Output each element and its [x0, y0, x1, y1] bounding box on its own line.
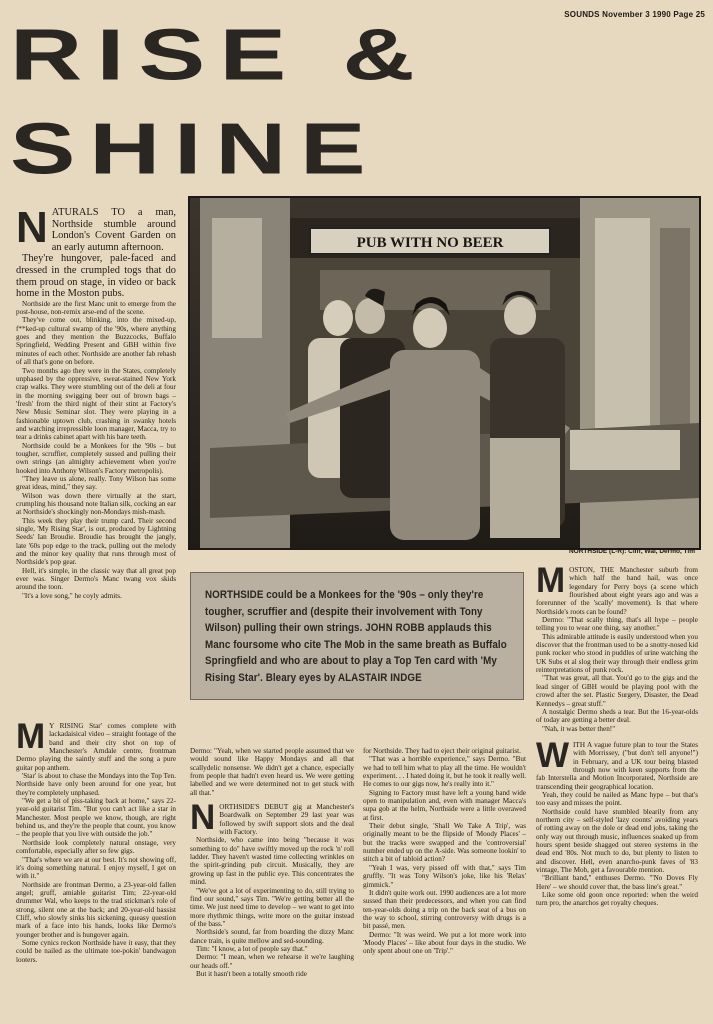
paragraph: 'Star' is about to chase the Mondays into the Top Ten. Northside have only been around for one year, but they're completely unphased.	[16, 772, 176, 797]
lead-paragraph: They're hungover, pale-faced and dressed in the crumpled togs that do them proud on stage, in video or back home in the Moston pubs.	[16, 253, 176, 300]
paragraph: Northside are frontman Dermo, a 23-year-old fallen angel; gruff, amiable guitarist Tim; 22-year-old drummer Wal, who keeps to the trad stickman's role of strong, silent one at the back; and 20-year-old bassist Cliff, who slowly sinks his sickening, queasy question mark of a face into his hands, looks like Dermo's younger brother and is hungover again.	[16, 880, 176, 939]
paragraph: "That's where we are at our best. It's not showing off, it's doing something natural. I enjoy myself, I get on with it."	[16, 855, 176, 881]
paragraph: "Yeah I was, very pissed off with that," says Tim gruffly. "It was Tony Wilson's joke, like his 'Relax' gimmick."	[363, 863, 526, 889]
dropcap: N	[16, 207, 48, 252]
headline-line-2: SHINE	[10, 107, 380, 189]
paragraph: "That was great, all that. You'd go to the gigs and the lead singer of GBH would be playing pool with the crowd after the set. Plastic Surgery, Disaster, the Dead Kennedys – great stuff."	[536, 674, 698, 708]
column-2	[190, 747, 354, 1019]
paragraph: for Northside. They had to eject their original guitarist.	[363, 747, 521, 755]
paragraph: A nostalgic Dermo sheds a tear. But the 16-year-olds of today are getting a better deal.	[536, 707, 698, 725]
column-1-lower	[16, 722, 176, 1018]
paragraph: Y RISING Star' comes complete with lackadaisical video – straight footage of the band and their city shot on top of Manchester's Arndale centre, frontman Dermo playing the saintly stuff and the song a pure guitar pop anthem.	[16, 722, 176, 772]
paragraph: ITH A vague future plan to tour the States with Morrissey, ("but don't tell anyone!") in February, and a UK tour being blasted through now with keen supports from the fab Interstella and Motion Incorporated, Northside are transcending their geographical location.	[536, 740, 698, 791]
paragraph: Signing to Factory must have left a young band wide open to manipulation and, even with manager Macca's supa gob at the helm, Northside were a little overawed at first.	[363, 788, 526, 822]
lead-paragraph: ATURALS TO a man, Northside stumble around London's Covent Garden on an early autumn afternoon.	[51, 207, 176, 253]
paragraph: Like some old goon once reported: when the weird turn pro, the anarchos get royalty cheques.	[536, 891, 698, 908]
paragraph: "We get a bit of piss-taking back at home," says 22-year-old guitarist Tim. "But you can't act like a star in Manchester. Most people we know, though, are right behind us, and they're the people that count, you know – the people that you live with outside the job."	[16, 797, 176, 839]
page-header: SOUNDS November 3 1990 Page 25	[564, 10, 705, 19]
paragraph: Northside are the first Manc unit to emerge from the post-house, non-remix arse-end of the scene.	[16, 299, 176, 317]
dropcap: W	[536, 735, 570, 775]
paragraph: Hell, it's simple, in the classic way that all great pop ever was. Singer Dermo's Manc twang vox skids around the toon.	[16, 566, 176, 592]
headline-line-1: RISE &	[10, 13, 429, 95]
paragraph: But it hasn't been a totally smooth ride	[196, 969, 307, 978]
paragraph: Tim: "I know, a lot of people say that."	[196, 944, 308, 953]
paragraph: This week they play their trump card. Their second single, 'My Rising Star', is out, produced by Lightning Seeds' Ian Broudie. Broudie has brought the jangly, late '60s pop edge to the track, pulling out the melody and the minor key quality that runs through most of Northside's pop gear.	[16, 516, 176, 567]
paragraph: "Brilliant band," enthuses Dermo. "'No Doves Fly Here' – we should cover that, the bass line's great."	[536, 874, 698, 891]
paragraph: "They leave us alone, really. Tony Wilson has some great ideas, mind," they say.	[16, 474, 176, 492]
paragraph: Two months ago they were in the States, completely unphased by the oppressive, sweat-stained New York crap walks. They were stumbling out of the deli at four in the morning swigging beer out of brown bags – 'fresh' from the third night of their stint at Factory's New Music Seminar slot. They were playing in a fashionable uptown club, crashing in swanky hotels and watching irrepressible loon manager, Macca, try to tear a drinks cabinet apart with his bare teeth.	[16, 366, 176, 442]
column-1	[16, 207, 176, 712]
paragraph: Northside could have stumbled blearily from any northern city – self-styled 'lazy coonts' avoiding years of rotting away on the dole or dead end jobs, taking the only way out through music, influences soaked up from hours spent beside shagged out stereo systems in the dead end '80s. Not much to do, but plenty to listen to and discover. Hell, even anarcho-punk faves of '83 vintage, The Mob, get a favourable mention.	[536, 807, 698, 875]
paragraph: "We've got a lot of experimenting to do, still trying to find our sound," says Tim. "We're getting better all the time. We just need time to develop – we want to get into more rhythmic things, write more on the guitar instead of the bass."	[190, 886, 354, 928]
photo-caption: NORTHSIDE (L-R): Cliff, Wal, Dermo, Tim	[568, 548, 695, 555]
column-3	[363, 747, 526, 1019]
paragraph: Wilson was down there virtually at the start, crumpling his thousand note Italian silk, cocking an ear at Northside's shockingly non-Mondays mish-mash.	[16, 491, 176, 517]
paragraph: ORTHSIDE'S DEBUT gig at Manchester's Boardwalk on September 29 last year was followed by swift support slots and the deal with Factory.	[219, 803, 354, 837]
paragraph: This admirable attitude is easily understood when you discover that the frontman used to be a snotty-nosed kid punk rocker who stood in puddles of urine watching the UK Subs et al slog their way through their endless grim reinterpretations of punk rock.	[536, 632, 698, 675]
paragraph: Their debut single, 'Shall We Take A Trip', was originally meant to be the flipside of 'Moody Places' – but the tracks were swapped and the 'controversial' number ended up on the A-side. Was someone lookin' to stitch a bit of tabloid action?	[363, 822, 526, 864]
paragraph: Dermo: "Yeah, when we started people assumed that we would sound like Happy Mondays and all that scallydelic nonsense. We didn't get a chance, especially from people that hadn't even heard us. We were getting labelled and we were determined not to get stuck with all that."	[190, 747, 354, 797]
paragraph: "That was a horrible experience," says Dermo. "But we had to tell him what to play all the time. He wouldn't experiment. . . I hated doing it, but he took it really well. He comes to our gigs now, he's really into it."	[363, 755, 526, 789]
paragraph: Dermo: "I mean, when we rehearse it we're laughing our heads off."	[190, 953, 354, 970]
paragraph: Northside's sound, far from boarding the dizzy Manc dance train, is quite mellow and sed-sounding.	[190, 928, 354, 945]
pub-sign-text: PUB WITH NO BEER	[356, 235, 504, 251]
standfirst-box	[190, 572, 524, 700]
band-photo	[188, 196, 701, 550]
paragraph: Northside, who came into being "because it was something to do" have swiftly moved up the rock 'n' roll ladder. They haven't wasted time collecting wrinkles on the spirit-grinding pub circuit. Musically, they are growing up fast in the public eye. This concentrates the mind.	[190, 836, 354, 887]
paragraph: They've come out, blinking, into the mixed-up, f**ked-up cultural swamp of the '90s, where anything goes and they mention the Buzzcocks, Buffalo Springfield, Wedding Present and GBH within five minutes of each other. Northside are another fab rehash of all that's gone on before.	[16, 316, 176, 367]
dropcap: M	[16, 722, 46, 756]
column-4	[536, 566, 698, 1018]
band-photo-illustration	[190, 198, 699, 548]
paragraph: Yeah, they could be nailed as Manc hype – but that's too easy and misses the point.	[536, 790, 698, 808]
dropcap: M	[536, 566, 566, 600]
paragraph: Dermo: "That scally thing, that's all hype – people telling you to wear one thing, say another."	[536, 616, 698, 633]
paragraph: OSTON, THE Manchester suburb from which half the band hail, was once legendary for Perry boys (a scene which flourished about eight years ago and was a forerunner of the 'scally' movement). Is that where Northside's roots can be found?	[536, 566, 698, 616]
standfirst-text: NORTHSIDE could be a Monkees for the '90s – only they're tougher, scruffier and (despite their involvement with Tony Wilson) pulling their own strings. JOHN ROBB applauds this Manc foursome who cite The Mob in the same breath as Buffalo Springfield and who are about to play a Top Ten card with 'My Rising Star'. Bleary eyes by ALASTAIR INDGE	[205, 589, 507, 684]
paragraph: "It's a love song," he coyly admits.	[22, 591, 122, 600]
paragraph: "Nah, it was better then!"	[542, 724, 616, 733]
paragraph: Some cynics reckon Northside have it easy, that they could be nailed as the ultimate toe-pokin' bandwagon looters.	[16, 938, 176, 964]
paragraph: It didn't quite work out. 1990 audiences are a lot more sussed than their predecessors, and when you can find ten-year-olds doing a trip on the back seat of a bus on the way to school, stirring controversy with drugs is a bit passé, men.	[363, 888, 526, 931]
paragraph: Northside could be a Monkees for the '90s – but tougher, scruffier, completely sussed and pulling their own strings (an almighty achievement when you're hooked into Anthony Wilson's Factory metropolis).	[16, 441, 176, 475]
dropcap: N	[190, 798, 216, 838]
paragraph: Dermo: "It was weird. We put a lot more work into 'Moody Places' – like about four days in the studio. We only spent about one on 'Trip'."	[363, 930, 526, 956]
lead-text	[16, 207, 176, 300]
paragraph: Northside look completely natural onstage, very comfortable, especially after so few gigs.	[16, 838, 176, 856]
